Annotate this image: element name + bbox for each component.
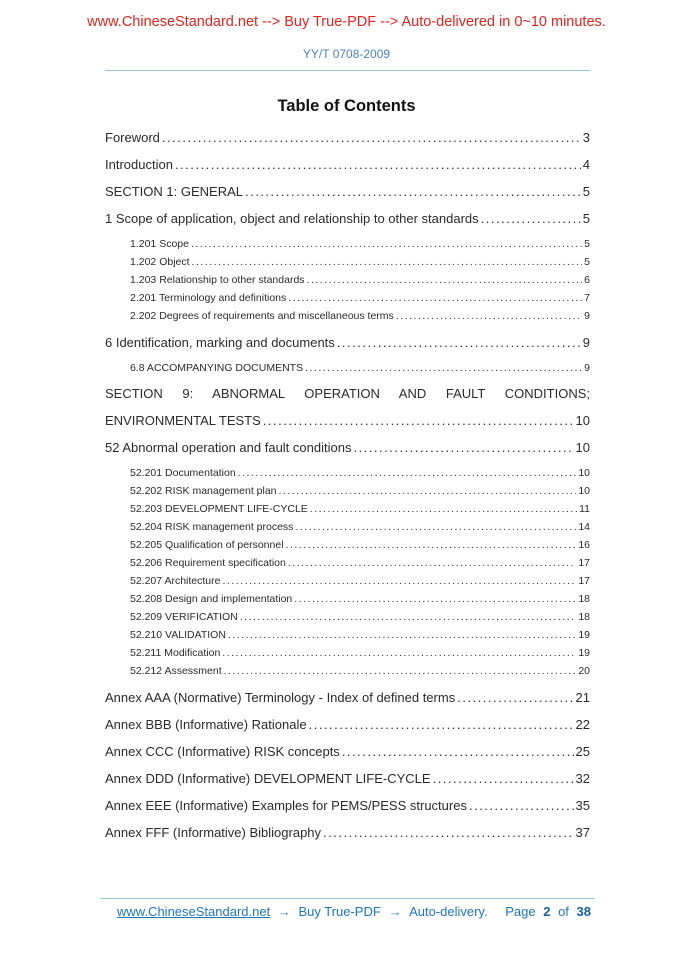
toc-leader-dots (162, 130, 581, 146)
toc-entry-page: 22 (575, 716, 590, 732)
toc-entry-page: 17 (578, 575, 590, 587)
toc-leader-dots (481, 211, 581, 227)
arrow-right-icon: → (277, 904, 291, 919)
toc-entry-page: 14 (578, 521, 590, 533)
toc-leader-dots (245, 184, 581, 200)
page-title: Table of Contents (277, 97, 416, 115)
toc-entry-page: 7 (584, 292, 590, 304)
toc-entry-label: 52.206 Requirement specification (130, 557, 286, 569)
toc-leader-dots (342, 744, 574, 760)
toc-leader-dots (175, 157, 581, 173)
toc-entry (105, 335, 590, 351)
toc-entry-label: 1.203 Relationship to other standards (130, 274, 305, 286)
toc-entry (105, 485, 590, 499)
toc-leader-dots (238, 467, 577, 481)
toc-entry (105, 211, 590, 227)
footer-left-text (115, 904, 490, 919)
toc-entry (105, 440, 590, 456)
toc-entry-page: 19 (578, 647, 590, 659)
toc-entry (105, 717, 590, 733)
toc-leader-dots (288, 292, 582, 306)
toc-entry (105, 467, 590, 481)
toc-entry-label: 6 Identification, marking and documents (105, 334, 335, 350)
toc-entry-page: 10 (578, 467, 590, 479)
toc-entry-label: SECTION 1: GENERAL (105, 184, 243, 199)
table-of-contents (105, 130, 590, 841)
toc-entry-page: 11 (579, 503, 590, 515)
toc-entry-label: Introduction (105, 157, 173, 172)
toc-entry-label: 2.202 Degrees of requirements and miscellaneous terms (130, 310, 394, 322)
toc-entry (105, 575, 590, 589)
toc-entry-label: 52.203 DEVELOPMENT LIFE-CYCLE (130, 503, 308, 515)
toc-entry (105, 825, 590, 841)
toc-entry (105, 310, 590, 324)
toc-leader-dots (294, 593, 576, 607)
toc-entry-page: 32 (575, 770, 590, 786)
toc-entry-label: 6.8 ACCOMPANYING DOCUMENTS (130, 361, 304, 374)
toc-entry-page: 25 (575, 743, 590, 759)
toc-entry-label: 52.207 Architecture (130, 575, 221, 587)
header-banner: www.ChineseStandard.net --> Buy True-PDF --> Auto-delivered in 0~10 minutes. (87, 14, 606, 30)
toc-leader-dots (309, 717, 574, 733)
toc-entry (105, 238, 590, 252)
toc-entry-page: 19 (578, 629, 590, 641)
footer-site-link[interactable]: www.ChineseStandard.net (117, 904, 271, 919)
toc-entry (105, 521, 590, 535)
toc-entry-label: 1 Scope of application, object and relationship to other standards (105, 211, 479, 226)
footer-page-current: 2 (543, 904, 551, 919)
toc-leader-dots (192, 256, 583, 270)
toc-entry (105, 629, 590, 643)
toc-entry-page: 10 (575, 440, 590, 455)
toc-entry-page: 18 (578, 593, 590, 605)
toc-entry-page: 10 (578, 485, 590, 497)
arrow-right-icon: → (388, 904, 402, 919)
toc-entry-label: 1.202 Object (130, 256, 190, 268)
toc-leader-dots (305, 362, 582, 376)
footer-page-indicator (503, 904, 593, 919)
toc-entry-page: 9 (584, 361, 590, 374)
toc-leader-dots (222, 647, 576, 661)
toc-entry-label: 52.211 Modification (130, 647, 221, 659)
toc-entry (105, 557, 590, 571)
toc-entry-page: 3 (582, 130, 590, 145)
toc-entry-label: Annex EEE (Informative) Examples for PEMS/PESS structures (105, 797, 467, 813)
toc-leader-dots (433, 771, 574, 787)
toc-entry-page: 5 (582, 184, 590, 199)
toc-leader-dots (224, 665, 577, 679)
toc-leader-dots (263, 413, 574, 429)
toc-entry-page: 37 (575, 824, 590, 840)
footer-divider (100, 898, 595, 899)
toc-entry (105, 362, 590, 376)
toc-leader-dots (228, 629, 576, 643)
toc-leader-dots (288, 557, 576, 571)
toc-entry-label: ENVIRONMENTAL TESTS (105, 413, 261, 428)
toc-leader-dots (191, 238, 582, 252)
toc-entry (105, 744, 590, 760)
toc-entry-label: Annex BBB (Informative) Rationale (105, 716, 307, 732)
toc-entry (105, 539, 590, 553)
footer-page-total: 38 (576, 904, 591, 919)
toc-entry (105, 184, 590, 200)
toc-entry-page: 5 (584, 238, 590, 250)
toc-entry (105, 611, 590, 625)
toc-entry (105, 593, 590, 607)
toc-leader-dots (396, 310, 582, 324)
toc-leader-dots (457, 690, 573, 706)
toc-entry-page: 5 (582, 211, 590, 226)
page-footer (0, 898, 693, 919)
toc-entry-page: 35 (575, 797, 590, 813)
toc-entry-label: Annex FFF (Informative) Bibliography (105, 824, 322, 840)
footer-page-label: Page (505, 904, 536, 919)
toc-entry-page: 9 (584, 310, 590, 322)
toc-entry (105, 690, 590, 706)
toc-entry-label: Foreword (105, 130, 160, 145)
toc-entry-label: 52.212 Assessment (130, 665, 222, 677)
toc-entry-label: 52.201 Documentation (130, 467, 236, 479)
footer-delivery-label: Auto-delivery. (409, 904, 488, 919)
toc-entry-page: 17 (578, 557, 590, 569)
toc-entry-page: 20 (578, 665, 590, 677)
toc-entry-label: Annex CCC (Informative) RISK concepts (105, 743, 340, 759)
toc-leader-dots (295, 521, 576, 535)
toc-entry-label: 52.208 Design and implementation (130, 593, 293, 605)
toc-entry-page: 16 (578, 539, 590, 551)
toc-leader-dots (353, 440, 573, 456)
toc-leader-dots (337, 335, 581, 351)
toc-entry-page: 4 (582, 157, 590, 172)
toc-entry (105, 798, 590, 814)
toc-entry-label: 52.202 RISK management plan (130, 485, 277, 497)
toc-entry (105, 256, 590, 270)
toc-entry (105, 771, 590, 787)
toc-entry (105, 503, 590, 517)
toc-entry (105, 665, 590, 679)
toc-leader-dots (222, 575, 576, 589)
toc-entry-page: 18 (578, 611, 590, 623)
toc-leader-dots (323, 825, 574, 841)
toc-entry-page: 10 (575, 413, 590, 428)
toc-entry-label: 52 Abnormal operation and fault conditions (105, 440, 352, 455)
footer-of-label: of (558, 904, 569, 919)
toc-entry (105, 274, 590, 288)
toc-entry-label: 52.209 VERIFICATION (130, 611, 238, 623)
page-header (0, 0, 693, 71)
footer-buy-label: Buy True-PDF (298, 904, 381, 919)
doc-code: YY/T 0708-2009 (302, 47, 391, 61)
toc-entry-page: 9 (582, 334, 590, 350)
toc-entry (105, 413, 590, 429)
toc-entry (105, 130, 590, 146)
toc-entry-label: SECTION 9: ABNORMAL OPERATION AND FAULT CONDITIONS; (105, 386, 590, 401)
toc-entry-page: 6 (584, 274, 590, 286)
toc-entry (105, 647, 590, 661)
toc-leader-dots (310, 503, 577, 517)
toc-entry-label: 52.204 RISK management process (130, 521, 294, 533)
toc-entry-label: 52.210 VALIDATION (130, 629, 226, 641)
toc-entry-page: 21 (575, 689, 590, 705)
toc-leader-dots (279, 485, 577, 499)
toc-leader-dots (286, 539, 577, 553)
toc-entry (105, 292, 590, 306)
toc-entry-label: 2.201 Terminology and definitions (130, 292, 287, 304)
toc-entry-label: Annex AAA (Normative) Terminology - Index of defined terms (105, 689, 456, 705)
toc-entry-label: Annex DDD (Informative) DEVELOPMENT LIFE-CYCLE (105, 770, 431, 786)
toc-leader-dots (469, 798, 574, 814)
toc-leader-dots (307, 274, 583, 288)
toc-entry-label: 52.205 Qualification of personnel (130, 539, 284, 551)
toc-entry-label: 1.201 Scope (130, 238, 189, 250)
toc-entry (105, 386, 590, 402)
toc-entry-page: 5 (584, 256, 590, 268)
toc-leader-dots (240, 611, 577, 625)
header-divider (105, 70, 590, 71)
toc-entry (105, 157, 590, 173)
